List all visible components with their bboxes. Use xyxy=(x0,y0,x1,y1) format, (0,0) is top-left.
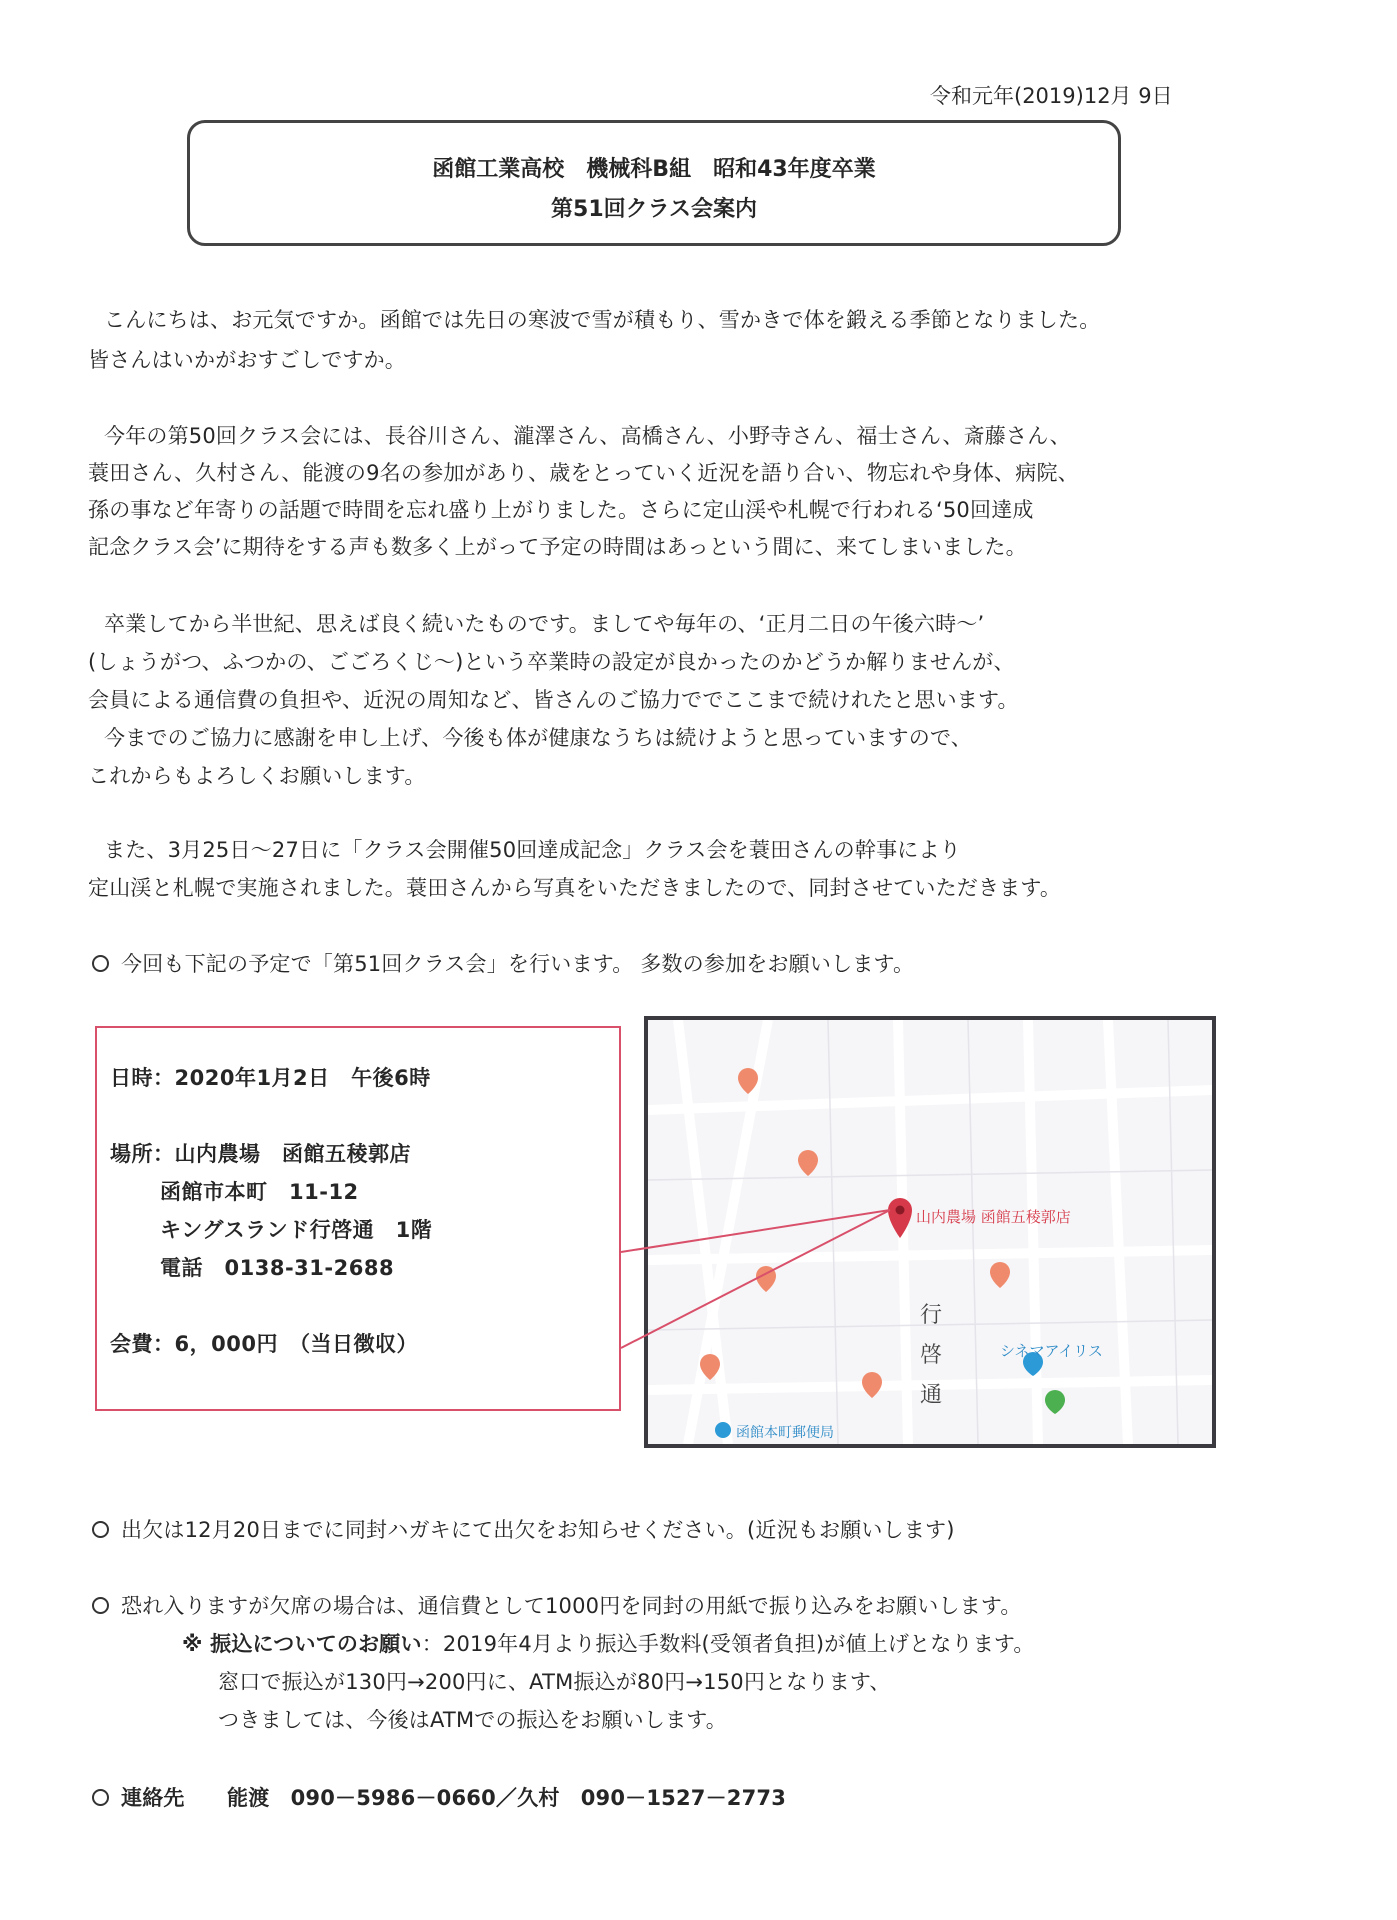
map-street-label: 行 啓 通 xyxy=(919,1303,942,1408)
paragraph-line: 今までのご協力に感謝を申し上げ、今後も体が健康なうちは続けようと思っていますので、 xyxy=(104,726,972,750)
paragraph-line: 定山渓と札幌で実施されました。蓑田さんから写真をいただきましたので、同封させていただきます。 xyxy=(88,876,1062,900)
event-address: 函館市本町 11-12 xyxy=(160,1180,359,1204)
paragraph-line: 会員による通信費の負担や、近況の周知など、皆さんのご協力ででここまで続けれたと思います。 xyxy=(88,688,1019,712)
paragraph-line: これからもよろしくお願いします。 xyxy=(88,764,426,788)
event-fee: 会費：6，000円 （当日徴収） xyxy=(110,1332,418,1356)
transfer-note-heading: ※ 振込についてのお願い xyxy=(182,1632,422,1656)
paragraph-line: 卒業してから半世紀、思えば良く続いたものです。ましてや毎年の、‘正月二日の午後六時～’ xyxy=(104,612,985,636)
circle-bullet-icon xyxy=(92,1789,109,1806)
circle-bullet-icon xyxy=(92,1521,109,1538)
paragraph-line: 蓑田さん、久村さん、能渡の9名の参加があり、歳をとっていく近況を語り合い、物忘れや身体、病院、 xyxy=(88,461,1079,485)
paragraph-line: 孫の事など年寄りの話題で時間を忘れ盛り上がりました。さらに定山渓や札幌で行われる‘50回達成 xyxy=(88,498,1034,522)
paragraph-line: 記念クラス会’に期待をする声も数多く上がって予定の時間はあっという間に、来てしまいました。 xyxy=(88,535,1027,559)
title-line-2: 第51回クラス会案内 xyxy=(551,197,757,222)
paragraph-line: (しょうがつ、ふつかの、ごごろくじ～)という卒業時の設定が良かったのかどうか解りませんが、 xyxy=(88,650,1015,674)
map-cinema-label: シネマアイリス xyxy=(1000,1342,1103,1360)
map-post-office-label: 函館本町郵便局 xyxy=(736,1425,834,1441)
event-building: キングスランド行啓通 1階 xyxy=(160,1218,433,1242)
transfer-note-line: つきましては、今後はATMでの振込をお願いします。 xyxy=(218,1708,727,1732)
title-line-1: 函館工業高校 機械科B組 昭和43年度卒業 xyxy=(432,157,876,182)
transfer-note-line: ※ 振込についてのお願い：2019年4月より振込手数料(受領者負担)が値上げとなります。 xyxy=(182,1632,1035,1656)
map-pin-label: 山内農場 函館五稜郭店 xyxy=(916,1208,1071,1226)
notice-text: 今回も下記の予定で「第51回クラス会」を行います。 多数の参加をお願いします。 xyxy=(121,952,915,976)
transfer-note-line: 窓口で振込が130円→200円に、ATM振込が80円→150円となります、 xyxy=(218,1670,891,1694)
paragraph-line: また、3月25日～27日に「クラス会開催50回達成記念」クラス会を蓑田さんの幹事により xyxy=(104,838,961,862)
contact-line: 連絡先 能渡 090－5986－0660／久村 090－1527－2773 xyxy=(92,1782,786,1812)
circle-bullet-icon xyxy=(92,1597,109,1614)
paragraph-line: 今年の第50回クラス会には、長谷川さん、瀧澤さん、高橋さん、小野寺さん、福士さん、斎藤さん、 xyxy=(104,424,1071,448)
document-date: 令和元年(2019)12月 9日 xyxy=(930,84,1173,108)
paragraph-line: 皆さんはいかがおすごしですか。 xyxy=(88,348,406,372)
absence-line: 恐れ入りますが欠席の場合は、通信費として1000円を同封の用紙で振り込みをお願いします。 xyxy=(92,1590,1022,1620)
event-phone: 電話 0138-31-2688 xyxy=(160,1256,395,1280)
paragraph-line: こんにちは、お元気ですか。函館では先日の寒波で雪が積もり、雪かきで体を鍛える季節となりました。 xyxy=(104,308,1101,332)
attendance-line: 出欠は12月20日までに同封ハガキにて出欠をお知らせください。(近況もお願いします) xyxy=(92,1514,955,1544)
event-datetime: 日時：2020年1月2日 午後6時 xyxy=(110,1066,431,1090)
event-place: 場所：山内農場 函館五稜郭店 xyxy=(110,1142,411,1166)
